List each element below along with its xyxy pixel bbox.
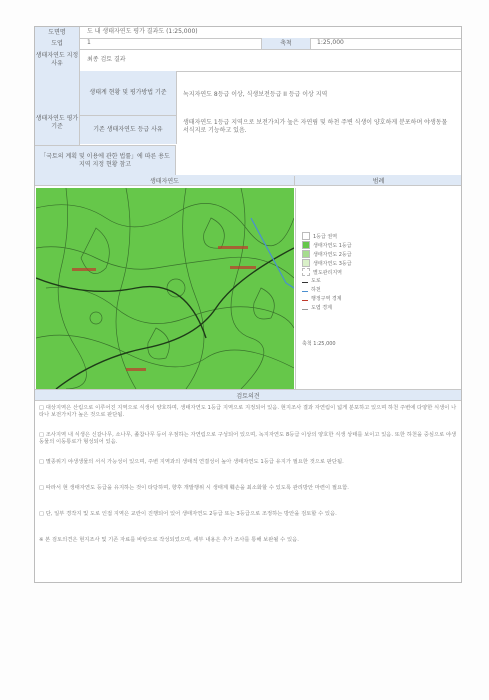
legend-header: 범례 [294,176,462,186]
legend-label: 하천 [311,287,321,293]
legend-item [302,277,321,284]
title-label: 도면명 [35,27,80,38]
designation-value: 최종 검토 결과 [87,56,126,63]
legend-item [302,268,342,276]
criteria-item-2-value: 생태자연도 1등급 지역으로 보전가치가 높은 자연림 및 하천 주변 식생이 양호하게 분포하며 야생동물 서식지로 기능하고 있음. [183,119,448,134]
legend-label: 별도관리지역 [313,269,342,276]
legend-label: 도로 [311,278,321,284]
legend-item [302,241,352,249]
map-legend-header [35,175,461,186]
assessment-block [35,71,461,176]
sheet-value: 1 [87,39,91,46]
legend-item [302,232,337,240]
legend-swatch [302,306,308,310]
legend-label: 1등급 권역 [313,233,338,240]
assessment-form [34,26,462,583]
criteria-item-1-value: 녹지자연도 8등급 이상, 식생보전등급 II 등급 이상 지역 [183,91,328,98]
legend-swatch [302,268,310,276]
opinion-paragraph: ※ 본 검토의견은 현지조사 및 기존 자료를 바탕으로 작성되었으며, 세부 내용은 추가 조사를 통해 보완될 수 있음. [39,537,299,543]
legend-swatch [302,279,308,283]
legend-item [302,259,352,267]
legend-swatch [302,297,308,301]
scale-label: 축척 [261,38,311,49]
ecological-map [36,188,294,389]
map-drawing [36,188,294,389]
legend-label: 생태자연도 1등급 [313,242,352,249]
map-scale: 축척 1:25,000 [302,341,336,347]
legend-swatch [302,250,310,258]
legend-swatch [302,232,310,240]
opinion-paragraph: □ 단, 일부 경작지 및 도로 인접 지역은 교란이 진행되어 있어 생태자연도 2등급 또는 3등급으로 조정하는 방안을 검토할 수 있음. [39,511,337,517]
legend-item [302,250,352,258]
opinion-paragraph: □ 조사지역 내 식생은 신갈나무, 소나무, 졸참나무 등이 우점하는 자연림으로 구성되어 있으며, 녹지자연도 8등급 이상의 양호한 식생 상태를 보이고 있음. 또한 하천을 중심으로 야생동물의 이동통로가 형성되어 있음. [39,432,457,445]
criteria-item-2-label: 기존 생태자연도 등급 사유 [80,116,177,144]
scale-value: 1:25,000 [317,39,344,46]
legend-item [302,286,321,293]
legend-swatch [302,241,310,249]
legend-label: 도엽 경계 [311,305,332,311]
opinion-paragraph: □ 대상지역은 산림으로 이루어진 지역으로 식생이 양호하며, 생태자연도 1등급 지역으로 지정되어 있음. 현지조사 결과 자연림이 넓게 분포하고 있으며 하천 주변에 다양한 식생이 나타나 보전가치가 높은 것으로 판단됨. [39,405,457,418]
map-header: 생태자연도 [150,178,179,185]
legend-label: 생태자연도 2등급 [313,251,352,258]
legend-item [302,295,342,302]
legend-label: 생태자연도 3등급 [313,260,352,267]
assessment-criteria-label: 생태자연도 평가 기준 [35,71,80,175]
criteria-item-1-label: 생태계 현황 및 평가방법 기준 [80,71,177,116]
legend-swatch [302,259,310,267]
legend-swatch [302,288,308,292]
opinion-header-label: 검토의견 [236,393,260,400]
legend-label: 행정구역 경계 [311,296,342,302]
designation-label: 생태자연도 지정 사유 [35,49,80,71]
sheet-label: 도엽 [35,38,80,49]
designation-row [35,49,461,72]
legend-item [302,304,332,311]
title-value: 도 내 생태자연도 평가 결과도 (1:25,000) [87,28,198,35]
opinion-paragraph: □ 멸종위기 야생생물의 서식 가능성이 있으며, 주변 지역과의 생태적 연결성이 높아 생태자연도 1등급 유지가 필요한 것으로 판단됨. [39,459,344,465]
legend-panel [295,188,461,389]
opinion-header [35,389,461,401]
opinion-paragraph: □ 따라서 현 생태자연도 등급을 유지하는 것이 타당하며, 향후 개발행위 시 생태계 훼손을 최소화할 수 있도록 관리방안 마련이 필요함. [39,485,349,491]
assessment-footnote: 「국토의 계획 및 이용에 관한 법률」에 따른 용도지역 지정 현황 참고 [35,145,176,175]
